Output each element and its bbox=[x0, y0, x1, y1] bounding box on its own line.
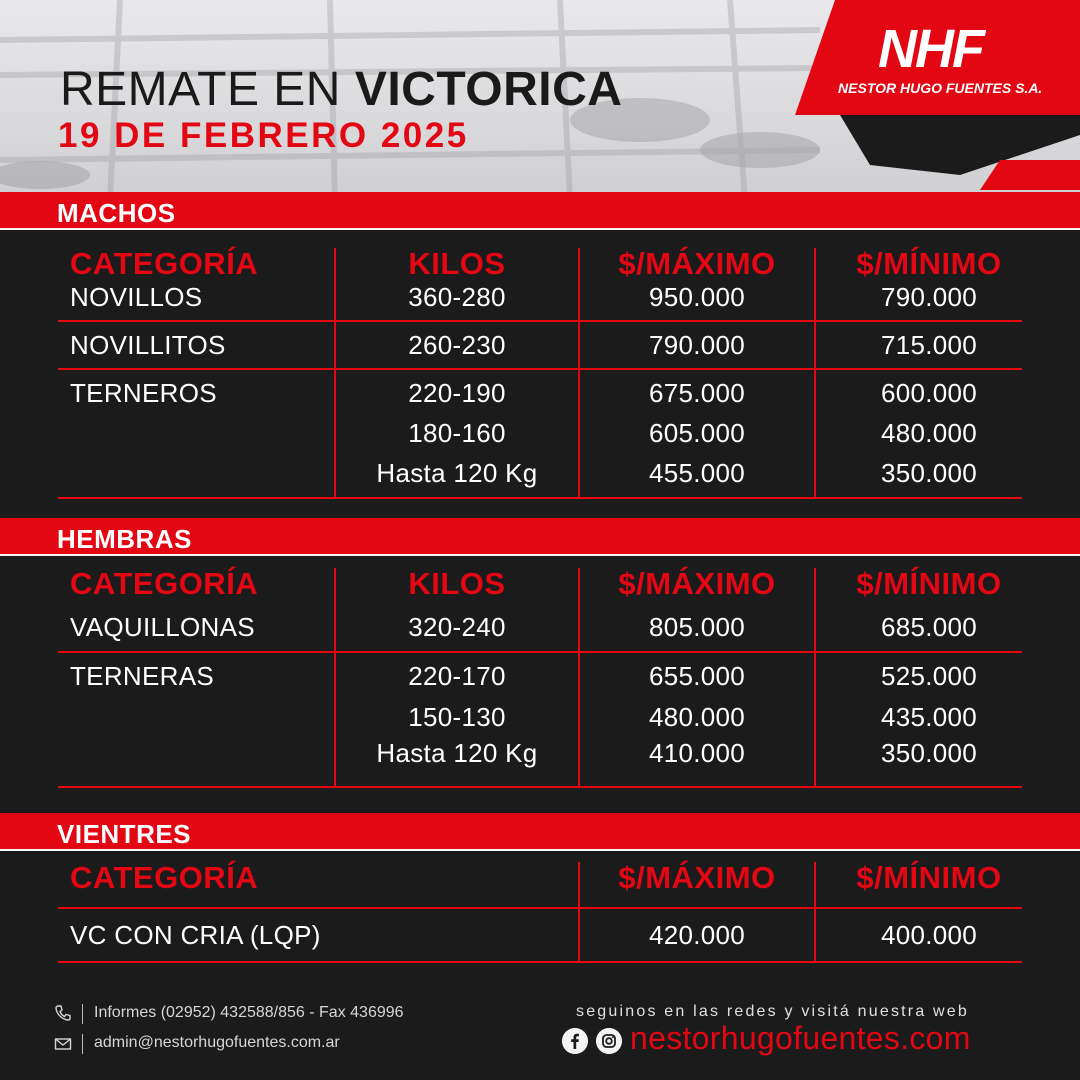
row-divider bbox=[58, 786, 1022, 788]
vientres-header-categoria: CATEGORÍA bbox=[70, 860, 259, 895]
instagram-icon[interactable] bbox=[596, 1028, 622, 1054]
hembras-row-minimo: 685.000 bbox=[880, 612, 978, 642]
website-link[interactable]: nestorhugofuentes.com bbox=[630, 1020, 971, 1056]
hembras-row-kilos: 220-170 bbox=[408, 661, 506, 691]
vientres-row-maximo: 420.000 bbox=[648, 920, 746, 950]
hembras-row-categoria: VAQUILLONAS bbox=[70, 612, 255, 642]
page-title bbox=[60, 62, 622, 117]
footer-separator bbox=[82, 1034, 83, 1054]
vientres-row-minimo: 400.000 bbox=[880, 920, 978, 950]
hembras-row-minimo: 350.000 bbox=[880, 738, 978, 768]
machos-row-kilos: Hasta 120 Kg bbox=[376, 458, 538, 488]
section-title-machos: MACHOS bbox=[57, 198, 176, 228]
hembras-row-minimo: 525.000 bbox=[880, 661, 978, 691]
phone-icon bbox=[54, 1004, 72, 1022]
machos-header-maximo: $/MÁXIMO bbox=[618, 246, 776, 281]
vientres-row-categoria: VC CON CRIA (LQP) bbox=[70, 920, 321, 950]
section-title-vientres: VIENTRES bbox=[57, 819, 192, 849]
hembras-header-categoria: CATEGORÍA bbox=[70, 566, 259, 601]
machos-row-maximo: 950.000 bbox=[648, 282, 746, 312]
row-divider bbox=[58, 497, 1022, 499]
hembras-row-kilos: Hasta 120 Kg bbox=[376, 738, 538, 768]
contact-phone: Informes (02952) 432588/856 - Fax 436996 bbox=[94, 1004, 404, 1021]
section-banner-vientres bbox=[0, 813, 1080, 851]
machos-row-minimo: 715.000 bbox=[880, 330, 978, 360]
hembras-header-minimo: $/MÍNIMO bbox=[856, 566, 1002, 601]
vientres-header-maximo: $/MÁXIMO bbox=[618, 860, 776, 895]
machos-row-maximo: 790.000 bbox=[648, 330, 746, 360]
machos-row-kilos: 220-190 bbox=[408, 378, 506, 408]
hembras-row-minimo: 435.000 bbox=[880, 702, 978, 732]
hembras-row-maximo: 480.000 bbox=[648, 702, 746, 732]
machos-row-minimo: 350.000 bbox=[880, 458, 978, 488]
social-invite-text: seguinos en las redes y visitá nuestra web bbox=[576, 1003, 970, 1020]
machos-row-kilos: 360-280 bbox=[408, 282, 506, 312]
machos-row-minimo: 600.000 bbox=[880, 378, 978, 408]
section-banner-machos bbox=[0, 192, 1080, 230]
machos-row-maximo: 455.000 bbox=[648, 458, 746, 488]
title-prefix: REMATE EN bbox=[60, 63, 355, 116]
mail-icon bbox=[54, 1035, 72, 1053]
section-title-hembras: HEMBRAS bbox=[57, 524, 192, 554]
row-divider bbox=[58, 907, 1022, 909]
machos-row-categoria: NOVILLITOS bbox=[70, 330, 226, 360]
facebook-icon[interactable] bbox=[562, 1028, 588, 1054]
vientres-header-minimo: $/MÍNIMO bbox=[856, 860, 1002, 895]
hembras-row-kilos: 150-130 bbox=[408, 702, 506, 732]
auction-date: 19 DE FEBRERO 2025 bbox=[58, 116, 469, 155]
row-divider bbox=[58, 368, 1022, 370]
hembras-row-categoria: TERNERAS bbox=[70, 661, 214, 691]
contact-email[interactable]: admin@nestorhugofuentes.com.ar bbox=[94, 1034, 340, 1051]
machos-row-categoria: TERNEROS bbox=[70, 378, 217, 408]
machos-row-maximo: 675.000 bbox=[648, 378, 746, 408]
machos-row-minimo: 790.000 bbox=[880, 282, 978, 312]
title-location: VICTORICA bbox=[354, 63, 623, 116]
row-divider bbox=[58, 961, 1022, 963]
machos-row-minimo: 480.000 bbox=[880, 418, 978, 448]
machos-row-kilos: 260-230 bbox=[408, 330, 506, 360]
footer-separator bbox=[82, 1004, 83, 1024]
machos-row-kilos: 180-160 bbox=[408, 418, 506, 448]
machos-header-minimo: $/MÍNIMO bbox=[856, 246, 1002, 281]
hembras-header-maximo: $/MÁXIMO bbox=[618, 566, 776, 601]
machos-header-categoria: CATEGORÍA bbox=[70, 246, 259, 281]
section-banner-hembras bbox=[0, 518, 1080, 556]
hembras-row-maximo: 805.000 bbox=[648, 612, 746, 642]
machos-row-categoria: NOVILLOS bbox=[70, 282, 203, 312]
row-divider bbox=[58, 651, 1022, 653]
company-name: NESTOR HUGO FUENTES S.A. bbox=[838, 80, 1043, 96]
hembras-row-kilos: 320-240 bbox=[408, 612, 506, 642]
row-divider bbox=[58, 320, 1022, 322]
hembras-row-maximo: 410.000 bbox=[648, 738, 746, 768]
hembras-header-kilos: KILOS bbox=[408, 566, 506, 601]
company-logo-mark: NHF bbox=[878, 19, 983, 79]
machos-row-maximo: 605.000 bbox=[648, 418, 746, 448]
hembras-row-maximo: 655.000 bbox=[648, 661, 746, 691]
machos-header-kilos: KILOS bbox=[408, 246, 506, 281]
